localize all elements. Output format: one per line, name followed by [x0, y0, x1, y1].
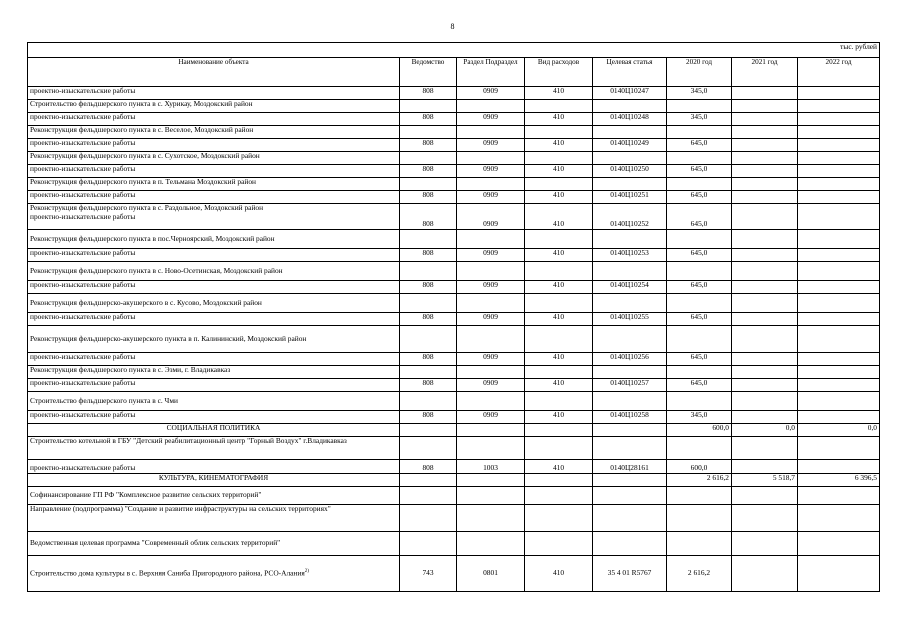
cell-section: 0909 — [457, 87, 525, 100]
cell-empty — [732, 505, 798, 532]
cell-dept: 808 — [400, 313, 457, 326]
cell-exp: 410 — [525, 353, 593, 366]
cell-y2020: 345,0 — [667, 411, 732, 424]
cell-y2021 — [732, 353, 798, 366]
table-row — [28, 249, 880, 262]
object-name — [28, 556, 400, 592]
cell-empty — [400, 262, 457, 281]
cell-empty — [667, 505, 732, 532]
cell-target: 0140Ц10250 — [593, 165, 667, 178]
object-name: проектно-изыскательские работы — [28, 460, 400, 474]
cell-exp: 410 — [525, 113, 593, 126]
cell-empty — [400, 487, 457, 505]
cell-y2021 — [732, 113, 798, 126]
table-row — [28, 411, 880, 424]
cell-y2020: 345,0 — [667, 87, 732, 100]
cell-section: 0801 — [457, 556, 525, 592]
cell-empty — [525, 487, 593, 505]
section-total-2020: 600,0 — [667, 424, 732, 437]
object-title: Реконструкция фельдшерского пункта в с. Веселое, Моздокский район — [28, 126, 400, 139]
cell-target: 0140Ц10252 — [593, 204, 667, 230]
cell-target: 0140Ц10247 — [593, 87, 667, 100]
cell-y2020: 645,0 — [667, 353, 732, 366]
table-row — [28, 353, 880, 366]
table-row — [28, 191, 880, 204]
cell-empty — [525, 294, 593, 313]
cell-empty — [525, 366, 593, 379]
object-title: Строительство котельной в ГБУ "Детский реабилитационный центр "Горный Воздух" г.Владикавказ — [28, 437, 400, 460]
object-title: Строительство фельдшерского пункта в с. Чми — [28, 392, 400, 411]
cell-empty — [525, 392, 593, 411]
cell-section: 0909 — [457, 249, 525, 262]
table-row — [28, 178, 880, 191]
cell-empty — [400, 178, 457, 191]
cell-target: 0140Ц10256 — [593, 353, 667, 366]
cell-y2021 — [732, 556, 798, 592]
object-name: проектно-изыскательские работы — [28, 191, 400, 204]
section-title: СОЦИАЛЬНАЯ ПОЛИТИКА — [28, 424, 400, 437]
object-name: проектно-изыскательские работы — [28, 249, 400, 262]
cell-empty — [732, 100, 798, 113]
object-name: проектно-изыскательские работы — [28, 281, 400, 294]
cell-section: 0909 — [457, 113, 525, 126]
header-name: Наименование объекта — [28, 58, 400, 87]
cell-empty — [457, 532, 525, 556]
section-total-2022: 6 396,5 — [798, 474, 880, 487]
object-work: проектно-изыскательские работы — [30, 211, 136, 221]
cell-empty — [457, 126, 525, 139]
cell-empty — [667, 294, 732, 313]
cell-y2020: 645,0 — [667, 249, 732, 262]
table-row — [28, 460, 880, 474]
cell-empty — [593, 294, 667, 313]
cell-empty — [667, 100, 732, 113]
object-title: Реконструкция фельдшерско-акушерского пункта в п. Калининский, Моздокский район — [28, 326, 400, 353]
object-title: Софинансирование ГП РФ "Комплексное развитие сельских территорий" — [28, 487, 400, 505]
cell-empty — [457, 437, 525, 460]
cell-empty — [457, 100, 525, 113]
table-row — [28, 313, 880, 326]
object-name — [28, 204, 400, 230]
cell-section: 0909 — [457, 281, 525, 294]
cell-y2020: 600,0 — [667, 460, 732, 474]
cell-exp: 410 — [525, 281, 593, 294]
cell-empty — [525, 532, 593, 556]
cell-empty — [525, 505, 593, 532]
cell-empty — [593, 424, 667, 437]
cell-empty — [667, 437, 732, 460]
cell-empty — [798, 262, 880, 281]
cell-empty — [732, 487, 798, 505]
cell-y2020: 645,0 — [667, 313, 732, 326]
header-exp: Вид расходов — [525, 58, 593, 87]
object-name-text: Строительство дома культуры в с. Верхняя Саниба Пригородного района, РСО-Алания — [30, 568, 305, 578]
cell-section: 0909 — [457, 379, 525, 392]
cell-empty — [667, 178, 732, 191]
cell-empty — [457, 505, 525, 532]
cell-empty — [798, 326, 880, 353]
cell-y2021 — [732, 411, 798, 424]
object-title: Реконструкция фельдшерского пункта в с. Раздольное, Моздокский район — [30, 203, 264, 212]
cell-empty — [667, 262, 732, 281]
cell-dept: 808 — [400, 411, 457, 424]
cell-dept: 743 — [400, 556, 457, 592]
cell-empty — [400, 437, 457, 460]
cell-empty — [525, 178, 593, 191]
cell-empty — [732, 262, 798, 281]
cell-dept: 808 — [400, 460, 457, 474]
cell-section: 0909 — [457, 313, 525, 326]
cell-y2021 — [732, 379, 798, 392]
cell-exp: 410 — [525, 556, 593, 592]
cell-y2021 — [732, 281, 798, 294]
cell-empty — [400, 532, 457, 556]
cell-empty — [525, 100, 593, 113]
cell-y2022 — [798, 353, 880, 366]
cell-y2022 — [798, 281, 880, 294]
cell-y2022 — [798, 139, 880, 152]
cell-section: 0909 — [457, 139, 525, 152]
cell-empty — [732, 152, 798, 165]
units-row — [28, 43, 880, 58]
cell-dept: 808 — [400, 353, 457, 366]
cell-target: 0140Ц10254 — [593, 281, 667, 294]
cell-y2020: 645,0 — [667, 379, 732, 392]
header-row — [28, 58, 880, 87]
cell-target: 0140Ц10258 — [593, 411, 667, 424]
cell-dept: 808 — [400, 87, 457, 100]
cell-empty — [400, 126, 457, 139]
cell-empty — [400, 326, 457, 353]
cell-target: 0140Ц10249 — [593, 139, 667, 152]
cell-empty — [593, 178, 667, 191]
cell-empty — [798, 152, 880, 165]
cell-empty — [593, 152, 667, 165]
cell-y2022 — [798, 87, 880, 100]
cell-empty — [457, 230, 525, 249]
cell-empty — [400, 294, 457, 313]
table-row — [28, 379, 880, 392]
cell-empty — [798, 532, 880, 556]
cell-target: 0140Ц28161 — [593, 460, 667, 474]
cell-y2022 — [798, 313, 880, 326]
cell-empty — [732, 230, 798, 249]
cell-empty — [593, 326, 667, 353]
header-target: Целевая статья — [593, 58, 667, 87]
table-row — [28, 152, 880, 165]
table-row — [28, 100, 880, 113]
cell-empty — [798, 505, 880, 532]
object-title: Реконструкция фельдшерского пункта в п. Тельмана Моздокский район — [28, 178, 400, 191]
object-title: Реконструкция фельдшерского пункта в с. Сухотское, Моздокский район — [28, 152, 400, 165]
table-row — [28, 230, 880, 249]
cell-section: 0909 — [457, 191, 525, 204]
cell-empty — [593, 437, 667, 460]
cell-empty — [667, 326, 732, 353]
section-total-2021: 5 518,7 — [732, 474, 798, 487]
cell-empty — [400, 100, 457, 113]
object-name: проектно-изыскательские работы — [28, 139, 400, 152]
cell-exp: 410 — [525, 313, 593, 326]
section-total-2022: 0,0 — [798, 424, 880, 437]
cell-empty — [457, 152, 525, 165]
cell-empty — [732, 326, 798, 353]
object-name: проектно-изыскательские работы — [28, 165, 400, 178]
cell-empty — [798, 437, 880, 460]
cell-target: 0140Ц10251 — [593, 191, 667, 204]
header-2022: 2022 год — [798, 58, 880, 87]
cell-empty — [593, 474, 667, 487]
header-2021: 2021 год — [732, 58, 798, 87]
cell-empty — [593, 392, 667, 411]
cell-exp: 410 — [525, 87, 593, 100]
cell-y2021 — [732, 313, 798, 326]
cell-section: 1003 — [457, 460, 525, 474]
cell-empty — [593, 100, 667, 113]
cell-empty — [400, 152, 457, 165]
cell-exp: 410 — [525, 249, 593, 262]
cell-empty — [593, 262, 667, 281]
cell-y2022 — [798, 191, 880, 204]
cell-empty — [593, 366, 667, 379]
cell-y2020: 645,0 — [667, 204, 732, 230]
cell-y2022 — [798, 411, 880, 424]
section-title: КУЛЬТУРА, КИНЕМАТОГРАФИЯ — [28, 474, 400, 487]
table-row — [28, 437, 880, 460]
cell-empty — [798, 487, 880, 505]
cell-empty — [732, 126, 798, 139]
object-name: проектно-изыскательские работы — [28, 87, 400, 100]
cell-dept: 808 — [400, 281, 457, 294]
cell-y2022 — [798, 556, 880, 592]
cell-empty — [525, 437, 593, 460]
footnote-mark: 2) — [304, 569, 309, 574]
section-total-2020: 2 616,2 — [667, 474, 732, 487]
object-title: Реконструкция фельдшерско-акушерского в с. Кусово, Моздокский район — [28, 294, 400, 313]
cell-empty — [667, 366, 732, 379]
cell-empty — [457, 366, 525, 379]
cell-empty — [667, 532, 732, 556]
cell-empty — [593, 230, 667, 249]
cell-empty — [400, 230, 457, 249]
cell-empty — [798, 294, 880, 313]
cell-empty — [457, 262, 525, 281]
cell-dept: 808 — [400, 379, 457, 392]
cell-y2021 — [732, 87, 798, 100]
object-title: Строительство фельдшерского пункта в с. Хурикау, Моздокский район — [28, 100, 400, 113]
cell-y2020: 645,0 — [667, 191, 732, 204]
cell-empty — [525, 152, 593, 165]
header-section: Раздел Подраздел — [457, 58, 525, 87]
header-dept: Ведомство — [400, 58, 457, 87]
cell-empty — [457, 326, 525, 353]
object-title: Ведомственная целевая программа "Современный облик сельских территорий" — [28, 532, 400, 556]
cell-empty — [457, 178, 525, 191]
cell-exp: 410 — [525, 411, 593, 424]
cell-empty — [798, 178, 880, 191]
cell-empty — [593, 126, 667, 139]
cell-exp: 410 — [525, 460, 593, 474]
cell-empty — [798, 392, 880, 411]
cell-dept: 808 — [400, 191, 457, 204]
cell-dept: 808 — [400, 139, 457, 152]
table-row — [28, 366, 880, 379]
cell-empty — [732, 366, 798, 379]
cell-empty — [525, 126, 593, 139]
cell-section: 0909 — [457, 353, 525, 366]
cell-empty — [525, 262, 593, 281]
cell-dept: 808 — [400, 204, 457, 230]
cell-y2022 — [798, 113, 880, 126]
page-number: 8 — [450, 22, 455, 31]
budget-table — [27, 42, 880, 592]
cell-empty — [798, 366, 880, 379]
cell-empty — [457, 424, 525, 437]
cell-empty — [798, 126, 880, 139]
cell-empty — [667, 126, 732, 139]
cell-y2020: 645,0 — [667, 165, 732, 178]
cell-empty — [525, 326, 593, 353]
cell-empty — [732, 532, 798, 556]
table-row — [28, 204, 880, 230]
cell-empty — [400, 424, 457, 437]
cell-exp: 410 — [525, 139, 593, 152]
cell-dept: 808 — [400, 113, 457, 126]
cell-y2020: 645,0 — [667, 281, 732, 294]
cell-exp: 410 — [525, 191, 593, 204]
object-name: проектно-изыскательские работы — [28, 113, 400, 126]
object-name: проектно-изыскательские работы — [28, 353, 400, 366]
cell-empty — [525, 230, 593, 249]
cell-empty — [593, 532, 667, 556]
object-name: проектно-изыскательские работы — [28, 379, 400, 392]
header-2020: 2020 год — [667, 58, 732, 87]
cell-section: 0909 — [457, 165, 525, 178]
section-total-2021: 0,0 — [732, 424, 798, 437]
cell-y2020: 645,0 — [667, 139, 732, 152]
cell-section: 0909 — [457, 411, 525, 424]
cell-section: 0909 — [457, 204, 525, 230]
cell-y2020: 345,0 — [667, 113, 732, 126]
cell-empty — [732, 294, 798, 313]
table-row — [28, 139, 880, 152]
cell-y2021 — [732, 249, 798, 262]
cell-empty — [525, 474, 593, 487]
table-row — [28, 262, 880, 281]
cell-empty — [593, 487, 667, 505]
cell-empty — [400, 505, 457, 532]
object-name: проектно-изыскательские работы — [28, 411, 400, 424]
cell-empty — [732, 437, 798, 460]
cell-empty — [457, 487, 525, 505]
table-row — [28, 532, 880, 556]
object-title: Реконструкция фельдшерского пункта в с. Ново-Осетинская, Моздокский район — [28, 262, 400, 281]
cell-exp: 410 — [525, 165, 593, 178]
table-row — [28, 424, 880, 437]
cell-dept: 808 — [400, 249, 457, 262]
cell-empty — [667, 152, 732, 165]
table-row — [28, 294, 880, 313]
cell-y2021 — [732, 460, 798, 474]
cell-exp: 410 — [525, 204, 593, 230]
cell-empty — [457, 294, 525, 313]
table-row — [28, 487, 880, 505]
cell-y2022 — [798, 204, 880, 230]
cell-target: 0140Ц10253 — [593, 249, 667, 262]
cell-y2022 — [798, 165, 880, 178]
cell-empty — [732, 178, 798, 191]
table-row — [28, 281, 880, 294]
cell-empty — [667, 230, 732, 249]
units-label: тыс. рублей — [28, 43, 880, 58]
cell-target: 0140Ц10255 — [593, 313, 667, 326]
table-row — [28, 326, 880, 353]
object-title: Реконструкция фельдшерского пункта в с. Эзми, г. Владикавказ — [28, 366, 400, 379]
cell-exp: 410 — [525, 379, 593, 392]
cell-empty — [593, 505, 667, 532]
cell-y2021 — [732, 191, 798, 204]
cell-y2021 — [732, 204, 798, 230]
object-title: Реконструкция фельдшерского пункта в пос.Черноярский, Моздокский район — [28, 230, 400, 249]
cell-empty — [798, 100, 880, 113]
cell-empty — [400, 474, 457, 487]
cell-target: 0140Ц10248 — [593, 113, 667, 126]
cell-empty — [400, 392, 457, 411]
cell-dept: 808 — [400, 165, 457, 178]
cell-y2021 — [732, 139, 798, 152]
cell-target: 0140Ц10257 — [593, 379, 667, 392]
table-row — [28, 126, 880, 139]
table-row — [28, 87, 880, 100]
table-row — [28, 505, 880, 532]
cell-y2022 — [798, 249, 880, 262]
object-name: проектно-изыскательские работы — [28, 313, 400, 326]
cell-empty — [457, 474, 525, 487]
cell-y2022 — [798, 460, 880, 474]
cell-target: 35 4 01 R5767 — [593, 556, 667, 592]
table-row — [28, 113, 880, 126]
cell-empty — [400, 366, 457, 379]
cell-empty — [667, 487, 732, 505]
cell-empty — [525, 424, 593, 437]
object-title: Направление (подпрограмма) "Создание и развитие инфраструктуры на сельских территориях" — [28, 505, 400, 532]
cell-empty — [457, 392, 525, 411]
cell-empty — [667, 392, 732, 411]
cell-y2021 — [732, 165, 798, 178]
table-row — [28, 165, 880, 178]
cell-empty — [732, 392, 798, 411]
table-row — [28, 392, 880, 411]
cell-y2020: 2 616,2 — [667, 556, 732, 592]
cell-empty — [798, 230, 880, 249]
table-row — [28, 474, 880, 487]
cell-y2022 — [798, 379, 880, 392]
table-row — [28, 556, 880, 592]
